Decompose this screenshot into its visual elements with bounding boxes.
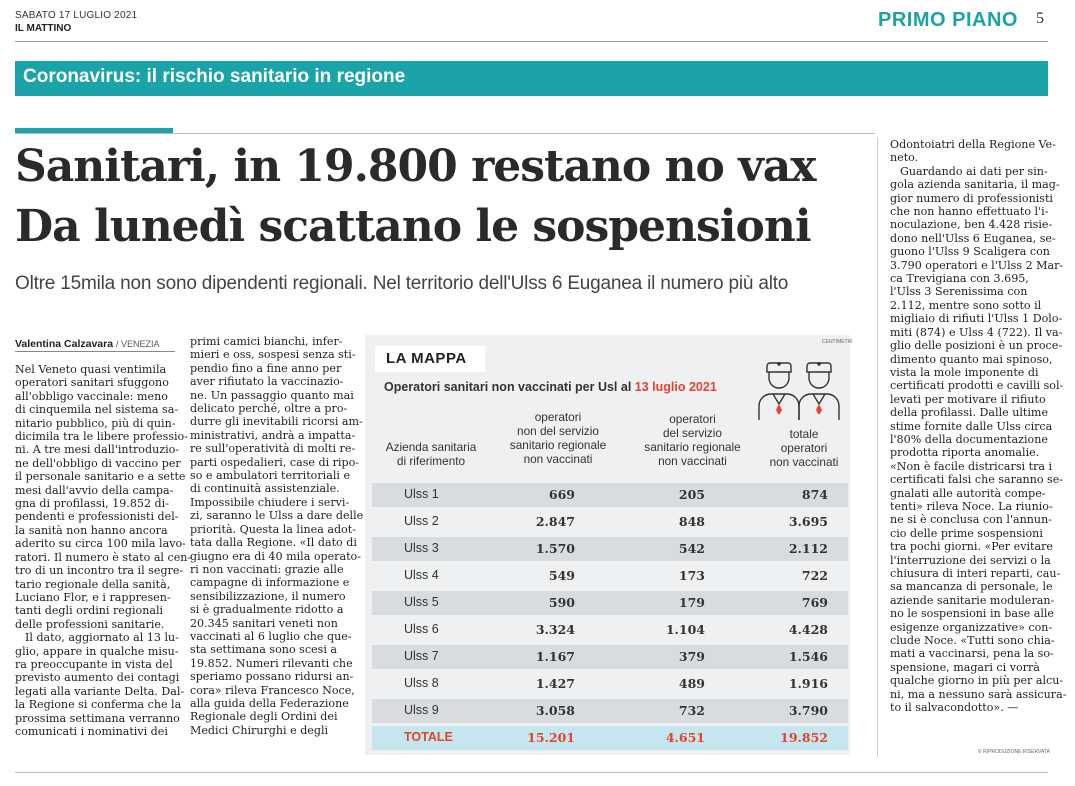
byline xyxy=(15,338,160,350)
column-divider xyxy=(877,137,878,757)
article-line: no le sospensioni in base alle xyxy=(890,607,1055,621)
article-line: mesi dall'avvio della campa- xyxy=(15,483,174,497)
article-line: stime fornite dalle Ulss circa xyxy=(890,419,1053,433)
table-cell-ssr: 732 xyxy=(678,703,705,718)
article-line: Il dato, aggiornato al 13 lu- xyxy=(25,631,179,645)
table-cell-tot: 2.112 xyxy=(788,541,828,556)
table-cell-name: Ulss 1 xyxy=(404,487,439,501)
headline-line-1: Sanitari, in 19.800 restano no vax xyxy=(15,141,816,192)
table-cell-ssr: 489 xyxy=(678,676,705,691)
article-line: vista la mole imponente di xyxy=(890,365,1039,379)
infographic-title xyxy=(384,380,717,394)
table-cell-ssr: 542 xyxy=(678,541,705,556)
article-line: primi camici bianchi, infer- xyxy=(190,335,343,348)
article-line: re sull'operatività di molti re- xyxy=(190,442,356,456)
article-line: comunicati i nominativi dei xyxy=(15,724,168,738)
article-line: la Regione si conferma che la xyxy=(15,698,182,712)
table-cell-non-ssr: 590 xyxy=(548,595,575,610)
article-line: tanti degli ordini regionali xyxy=(15,604,164,618)
header-non-ssr: operatori non del servizio sanitario regionale non vaccinati xyxy=(509,410,607,466)
article-line: tra pochi giorni. «Per evitare xyxy=(890,540,1053,554)
table-cell-non-ssr: 1.167 xyxy=(535,649,575,664)
byline-rule xyxy=(15,351,175,352)
article-line: to il salvacondotto». — xyxy=(890,701,1019,715)
table-cell-non-ssr: 3.058 xyxy=(535,703,575,718)
table-cell-name: TOTALE xyxy=(404,730,453,744)
table-cell-non-ssr: 15.201 xyxy=(527,730,575,745)
header-totale: totale operatori non vaccinati xyxy=(769,427,839,469)
header-divider xyxy=(15,41,1048,42)
article-line: sta settimana sono scesi a xyxy=(190,643,338,657)
article-line: ni, ma a nessuno sarà assicura- xyxy=(890,687,1067,701)
newspaper-name: IL MATTINO xyxy=(15,23,72,34)
article-line: l'Ulss 3 Serenissima con xyxy=(890,285,1028,299)
table-cell-non-ssr: 3.324 xyxy=(535,622,575,637)
footer-divider xyxy=(15,772,1048,773)
article-line: legati alla variante Delta. Dal- xyxy=(15,684,185,698)
topic-band-title: Coronavirus: il rischio sanitario in regione xyxy=(23,66,406,87)
article-line: l'80% della documentazione xyxy=(890,432,1048,446)
header-azienda xyxy=(372,440,490,468)
article-line: Medici Chirurghi e degli xyxy=(190,723,329,737)
article-line: la sanità non hanno ancora xyxy=(15,523,168,537)
table-cell-name: Ulss 6 xyxy=(404,622,439,636)
article-line: si è gradualmente ridotto a xyxy=(190,603,344,617)
article-line: certificati prodotti e cavilli sol- xyxy=(890,379,1064,393)
article-line: priorità. Questa la linea adot- xyxy=(190,522,356,536)
article-line: ne dell'obbligo di vaccino per xyxy=(15,456,181,470)
article-line: qualche giorno in più per alcu- xyxy=(890,674,1064,688)
table-cell-name: Ulss 8 xyxy=(404,676,439,690)
header-azienda-l2: di riferimento xyxy=(396,454,466,468)
article-line: delle professioni sanitarie. xyxy=(15,617,165,631)
article-line: dimento quanto mai spinoso, xyxy=(890,352,1053,366)
article-line: ne. Un passaggio quanto mai xyxy=(190,388,354,402)
article-line: so e ambulatori territoriali e xyxy=(190,469,351,483)
article-line: tata dalla Regione. «Il dato di xyxy=(190,536,357,550)
article-line: Luciano Flor, e i rappresen- xyxy=(15,590,171,604)
article-line: dicimila tra le libere professio- xyxy=(15,430,188,444)
article-line: aver rifiutato la vaccinazio- xyxy=(190,375,344,389)
article-line: il personale sanitario e a sette xyxy=(15,470,186,484)
article-line: levati per motivare il rifiuto xyxy=(890,392,1046,406)
article-line: durre gli inevitabili ricorsi am- xyxy=(190,415,363,429)
table-cell-ssr: 379 xyxy=(678,649,705,664)
article-line: 3.790 operatori e l'Ulss 2 Mar- xyxy=(890,258,1064,272)
issue-date: SABATO 17 LUGLIO 2021 xyxy=(15,10,138,21)
table-cell-ssr: 848 xyxy=(678,514,705,529)
infographic-title-prefix: Operatori sanitari non vaccinati per Usl al xyxy=(384,380,632,394)
article-line: giugno era di 40 mila operato- xyxy=(190,549,361,563)
doctors-icon xyxy=(755,352,843,424)
table-cell-tot: 19.852 xyxy=(780,730,828,745)
copyright-notice: © RIPRODUZIONE RISERVATA xyxy=(978,749,1050,755)
table-cell-ssr: 173 xyxy=(678,568,705,583)
headline-line-2: Da lunedì scattano le sospensioni xyxy=(15,201,811,252)
article-column-1 xyxy=(15,363,192,738)
article-line: «Non è facile districarsi tra i xyxy=(890,459,1053,473)
infographic-title-date: 13 luglio 2021 xyxy=(634,380,717,394)
article-line: zi, saranno le Ulss a dare delle xyxy=(190,509,364,523)
table-cell-name: Ulss 7 xyxy=(404,649,439,663)
article-line: gior numero di professionisti xyxy=(890,191,1053,205)
table-cell-name: Ulss 4 xyxy=(404,568,439,582)
table-cell-ssr: 205 xyxy=(678,487,705,502)
table-cell-non-ssr: 549 xyxy=(548,568,575,583)
article-line: neto. xyxy=(890,151,919,165)
article-line: gola azienda sanitaria, il mag- xyxy=(890,178,1060,192)
article-line: nitario pubblico, più di quin- xyxy=(15,416,176,430)
article-line: parti ospedalieri, case di ripo- xyxy=(190,455,360,469)
table-cell-ssr: 1.104 xyxy=(665,622,705,637)
article-line: ne si è conclusa con l'annun- xyxy=(890,513,1052,527)
article-line: Regionale degli Ordini dei xyxy=(190,710,338,724)
article-line: campagne di informazione e xyxy=(190,576,350,590)
article-line: cio delle prime sospensioni xyxy=(890,526,1043,540)
article-line: aziende sanitarie moduleran- xyxy=(890,593,1055,607)
table-cell-tot: 874 xyxy=(801,487,828,502)
article-line: 19.852. Numeri rilevanti che xyxy=(190,656,353,670)
article-line: sa mancanza di personale, le xyxy=(890,580,1053,594)
table-cell-non-ssr: 2.847 xyxy=(535,514,575,529)
article-line: certificati falsi che saranno se- xyxy=(890,473,1064,487)
article-line: ra preoccupante in vista del xyxy=(15,657,173,671)
article-line: ratori. Il numero è stato al cen- xyxy=(15,550,192,564)
article-line: miti (874) e Ulss 4 (722). Il va- xyxy=(890,325,1063,339)
article-column-2 xyxy=(190,335,364,737)
infographic-tag: LA MAPPA xyxy=(386,350,467,367)
article-line: all'obbligo vaccinale: meno xyxy=(15,389,168,403)
table-cell-non-ssr: 1.570 xyxy=(535,541,575,556)
article-line: glio, appare in qualche misu- xyxy=(15,644,179,658)
article-line: Odontoiatri della Regione Ve- xyxy=(890,138,1056,151)
table-cell-name: Ulss 2 xyxy=(404,514,439,528)
table-cell-tot: 4.428 xyxy=(788,622,828,637)
article-line: tenti» rileva Noce. La riunio- xyxy=(890,499,1053,513)
table-cell-name: Ulss 3 xyxy=(404,541,439,555)
article-line: delicato perché, oltre a pro- xyxy=(190,402,348,416)
article-line: vaccinati al 6 luglio che que- xyxy=(190,629,352,643)
subheadline: Oltre 15mila non sono dipendenti regionali. Nel territorio dell'Ulss 6 Euganea il numero più alto xyxy=(15,273,789,294)
article-line: della profilassi. Dalle ultime xyxy=(890,406,1049,420)
article-line: di continuità assistenziale. xyxy=(190,482,340,496)
table-cell-tot: 769 xyxy=(801,595,828,610)
article-line: ri non vaccinati: grazie alle xyxy=(190,562,344,576)
article-line: che non hanno effettuato l'i- xyxy=(890,205,1049,219)
article-line: mati a vaccinarsi, pena la so- xyxy=(890,647,1054,661)
article-line: noculazione, ben 4.428 risie- xyxy=(890,218,1053,232)
table-cell-ssr: 179 xyxy=(678,595,705,610)
article-line: Guardando ai dati per sin- xyxy=(900,164,1048,178)
article-line: chiusura di interi reparti, cau- xyxy=(890,567,1061,580)
article-line: ca Trevigiana con 3.695, xyxy=(890,272,1029,286)
article-line: mieri e oss, sospesi senza sti- xyxy=(190,348,356,362)
article-line: ni. A tre mesi dall'introduzio- xyxy=(15,443,180,457)
article-line: operatori sanitari sfuggono xyxy=(15,376,169,390)
page-number: 5 xyxy=(1036,10,1044,27)
article-line: pendenti e professionisti del- xyxy=(15,510,179,524)
article-line: previsto aumento dei contagi xyxy=(15,671,180,685)
article-line: migliaio di rifiuti l'Ulss 1 Dolo- xyxy=(890,312,1063,326)
article-line: guono l'Ulss 9 Scaligera con xyxy=(890,245,1050,259)
article-line: alla guida della Federazione xyxy=(190,696,349,710)
article-line: prodotta riporta anomalie. xyxy=(890,446,1040,460)
header-ssr: operatori del servizio sanitario regionale non vaccinati xyxy=(644,412,741,468)
table-cell-tot: 3.790 xyxy=(788,703,828,718)
article-line: Impossibile chiudere i servi- xyxy=(190,495,350,509)
section-title: PRIMO PIANO xyxy=(878,9,1018,31)
infographic-credit: CENTIMETRI xyxy=(822,339,853,345)
article-line: pendio fino a fine anno per xyxy=(190,361,342,375)
table-cell-name: Ulss 9 xyxy=(404,703,439,717)
table-cell-name: Ulss 5 xyxy=(404,595,439,609)
article-line: Nel Veneto quasi ventimila xyxy=(15,363,167,376)
article-line: spensione, magari ci vorrà xyxy=(890,660,1040,674)
article-line: prossima settimana verranno xyxy=(15,711,180,725)
table-cell-non-ssr: 1.427 xyxy=(535,676,575,691)
article-line: tario regionale della sanità, xyxy=(15,577,171,591)
article-line: 20.345 sanitari veneti non xyxy=(190,616,338,630)
table-cell-tot: 722 xyxy=(801,568,828,583)
article-line: speriamo possano ridursi an- xyxy=(190,670,354,684)
author-name: Valentina Calzavara xyxy=(15,338,114,350)
header-azienda-l1: Azienda sanitaria xyxy=(385,440,477,454)
dateline-location: / VENEZIA xyxy=(115,339,160,349)
article-line: l'interruzione dei servizi o la xyxy=(890,553,1051,567)
table-cell-non-ssr: 669 xyxy=(548,487,575,502)
article-line: ministrativi, andrà a impatta- xyxy=(190,428,356,442)
article-line: sensibilizzazione, il numero xyxy=(190,589,346,603)
headline-rule xyxy=(15,133,875,134)
table-cell-tot: 1.546 xyxy=(788,649,828,664)
article-line: gnalati alle autorità compe- xyxy=(890,486,1046,500)
article-line: tro di un incontro tra il segre- xyxy=(15,564,184,578)
table-cell-ssr: 4.651 xyxy=(665,730,705,745)
article-line: di cinquemila nel sistema sa- xyxy=(15,403,179,417)
article-line: clude Noce. «Tutti sono chia- xyxy=(890,634,1055,648)
article-line: 2.112, mentre sono sotto il xyxy=(890,298,1042,312)
article-line: dono nell'Ulss 6 Euganea, se- xyxy=(890,231,1056,245)
article-line: cora» rileva Francesco Noce, xyxy=(190,683,355,697)
article-line: gna di profilassi, 19.852 di- xyxy=(15,497,169,511)
article-column-3 xyxy=(890,138,1067,715)
table-cell-tot: 3.695 xyxy=(788,514,828,529)
table-cell-tot: 1.916 xyxy=(788,676,828,691)
article-line: esigenze organizzative» con- xyxy=(890,620,1053,634)
article-line: aderito su circa 100 mila lavo- xyxy=(15,537,186,551)
article-line: glio delle posizioni è un proce- xyxy=(890,339,1063,353)
